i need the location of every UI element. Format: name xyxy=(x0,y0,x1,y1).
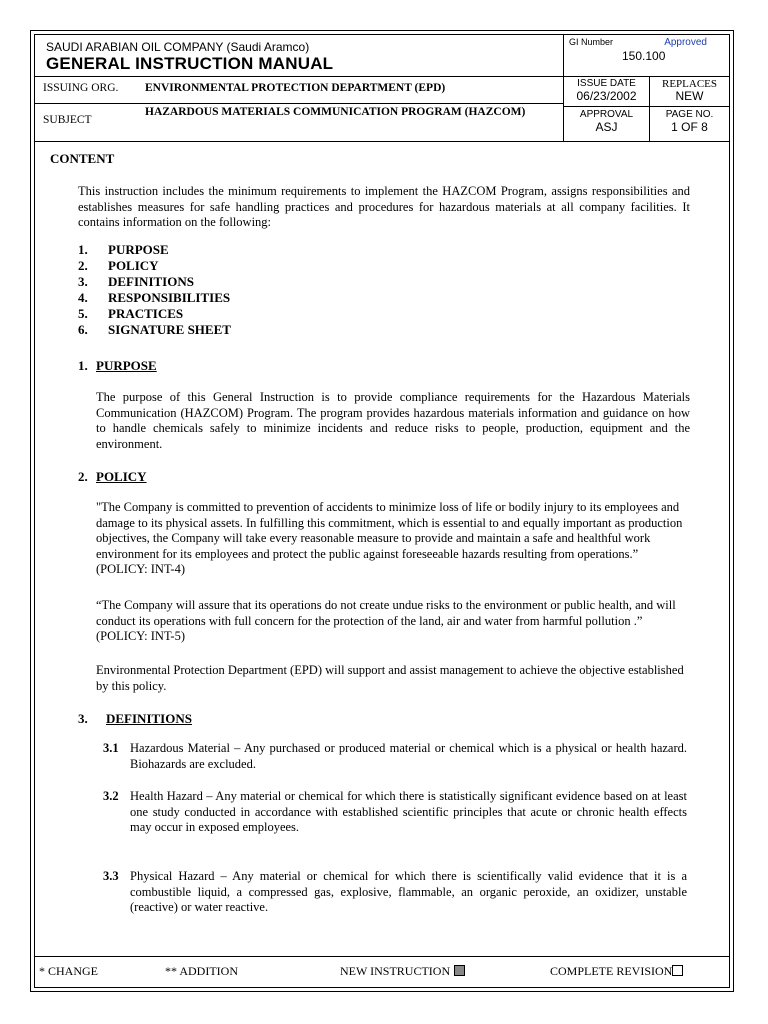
definition-text: Hazardous Material – Any purchased or produced material or chemical which is a physical or health hazard. Biohazards are excluded. xyxy=(130,741,687,771)
definition-number: 3.2 xyxy=(103,789,119,803)
issuing-org-label: ISSUING ORG. xyxy=(43,82,119,94)
complete-revision-label: COMPLETE REVISION xyxy=(550,964,673,978)
toc-item xyxy=(78,306,231,322)
approval-value: ASJ xyxy=(595,120,618,134)
gi-number-box xyxy=(564,35,729,77)
approval-label: APPROVAL xyxy=(579,109,634,120)
content-heading: CONTENT xyxy=(50,151,115,166)
toc-number: 5. xyxy=(78,306,88,321)
unchecked-box-icon xyxy=(672,965,683,976)
section-heading-purpose xyxy=(78,358,157,374)
definition-item xyxy=(103,789,687,836)
issue-date-cell xyxy=(564,76,650,107)
toc-label: PRACTICES xyxy=(108,306,184,321)
company-name: SAUDI ARABIAN OIL COMPANY (Saudi Aramco) xyxy=(46,40,310,54)
toc-item xyxy=(78,242,231,258)
definition-item xyxy=(103,869,687,916)
replaces-label: REPLACES xyxy=(661,78,717,90)
toc-number: 1. xyxy=(78,242,88,257)
change-legend: * CHANGE xyxy=(39,964,98,978)
gi-number: 150.100 xyxy=(622,49,666,63)
toc-label: SIGNATURE SHEET xyxy=(108,322,231,337)
toc-label: POLICY xyxy=(108,258,159,273)
section-heading-definitions xyxy=(78,711,192,727)
table-of-contents xyxy=(78,242,231,338)
toc-item xyxy=(78,322,231,338)
header-divider xyxy=(35,76,563,77)
complete-revision-legend xyxy=(550,964,683,979)
toc-item xyxy=(78,274,231,290)
toc-number: 6. xyxy=(78,322,88,337)
section-number: 2. xyxy=(78,469,88,484)
subject-label: SUBJECT xyxy=(43,114,92,126)
gi-status: Approved xyxy=(664,37,707,48)
gi-number-label: GI Number xyxy=(569,37,614,47)
new-instruction-legend xyxy=(340,964,465,979)
toc-number: 2. xyxy=(78,258,88,273)
policy-paragraph: Environmental Protection Department (EPD) will support and assist management to achieve the objective established by this policy. xyxy=(96,663,684,693)
new-instruction-label: NEW INSTRUCTION xyxy=(340,964,451,978)
purpose-paragraph: The purpose of this General Instruction is to provide compliance requirements for the Hazardous Materials Communication (HAZCOM) Program. The program provides hazardous materials information and guidance on how to handle chemicals safely to minimize incidents and reduce risks to people, production, equipment and the environment. xyxy=(96,390,690,451)
issue-date-value: 06/23/2002 xyxy=(576,89,637,103)
subject-value: HAZARDOUS MATERIALS COMMUNICATION PROGRAM (HAZCOM) xyxy=(145,106,526,118)
definition-number: 3.3 xyxy=(103,869,119,883)
section-title: POLICY xyxy=(96,469,147,484)
toc-number: 3. xyxy=(78,274,88,289)
policy-paragraph: “The Company will assure that its operations do not create undue risks to the environment or public health, and will conduct its operations with full concern for the protection of the land, air and water from harmful pollution .” (POLICY: INT-5) xyxy=(96,598,676,643)
definition-text: Physical Hazard – Any material or chemical for which there is scientifically valid evidence that it is a combustible liquid, a compressed gas, explosive, flammable, an organic peroxide, an oxidizer, unstable (reactive) or water reactive. xyxy=(130,869,687,914)
header-divider xyxy=(35,103,563,104)
document-frame xyxy=(34,34,730,988)
header-left xyxy=(35,35,564,141)
section-number: 3. xyxy=(78,711,88,726)
section-title: PURPOSE xyxy=(96,358,157,373)
issue-date-label: ISSUE DATE xyxy=(577,78,636,89)
page-number-label: PAGE NO. xyxy=(665,109,714,120)
definition-number: 3.1 xyxy=(103,741,119,755)
section-heading-policy xyxy=(78,469,147,485)
toc-item xyxy=(78,290,231,306)
toc-label: RESPONSIBILITIES xyxy=(108,290,231,305)
definition-text: Health Hazard – Any material or chemical for which there is statistically significant evidence based on at least one study conducted in accordance with established scientific principles that acute or chronic health effects may occur in exposed employees. xyxy=(130,789,687,834)
replaces-value: NEW xyxy=(675,89,704,103)
toc-label: PURPOSE xyxy=(108,242,169,257)
toc-item xyxy=(78,258,231,274)
document-header xyxy=(35,35,729,142)
checked-box-icon xyxy=(454,965,465,976)
manual-title: GENERAL INSTRUCTION MANUAL xyxy=(46,54,334,73)
page-border xyxy=(30,30,734,992)
section-title: DEFINITIONS xyxy=(106,711,192,726)
definition-item xyxy=(103,741,687,772)
section-number: 1. xyxy=(78,358,88,373)
header-right xyxy=(564,35,729,141)
document-footer xyxy=(35,956,729,987)
issuing-org-value: ENVIRONMENTAL PROTECTION DEPARTMENT (EPD) xyxy=(145,82,446,94)
replaces-cell xyxy=(650,76,729,107)
intro-paragraph: This instruction includes the minimum requirements to implement the HAZCOM Program, assigns responsibilities and establishes measures for safe handling practices and procedures for hazardous materials at all company facilities. It contains information on the following: xyxy=(78,184,690,229)
approval-cell xyxy=(564,107,650,141)
toc-number: 4. xyxy=(78,290,88,305)
policy-paragraph: "The Company is committed to prevention of accidents to minimize loss of life or bodily injury to its employees and damage to its physical assets. In fulfilling this commitment, which is essential to and equally important as production objectives, the Company will take every reasonable measure to provide and maintain a safe and healthful work environment for its employees and protect the public against foreseeable hazards resulting from operations.” (POLICY: INT-4) xyxy=(96,500,683,576)
toc-label: DEFINITIONS xyxy=(108,274,194,289)
addition-legend: ** ADDITION xyxy=(165,964,238,978)
page-number-cell xyxy=(650,107,729,141)
page-number-value: 1 OF 8 xyxy=(671,120,708,134)
